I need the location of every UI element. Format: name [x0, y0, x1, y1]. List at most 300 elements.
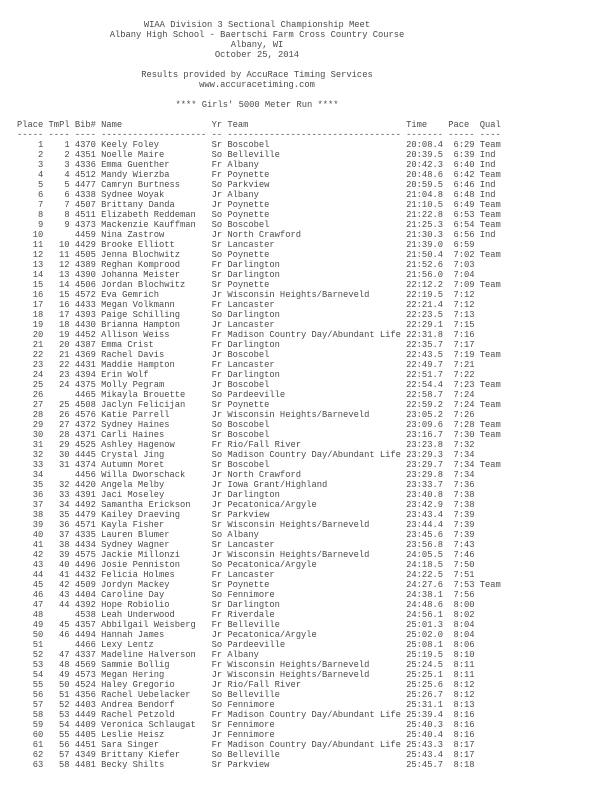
venue: Albany High School - Baertschi Farm Cross Country Course [109, 30, 405, 40]
cell-bib: 4434 [74, 540, 96, 550]
cell-qual: Ind [479, 180, 496, 190]
cell-team: Pecatonica/Argyle [227, 560, 317, 570]
cell-name: Leah Underwood [101, 610, 175, 620]
cell-year: Jr [211, 630, 223, 640]
cell-pace: 7:16 [453, 330, 475, 340]
cell-team-place: 38 [59, 540, 70, 550]
cell-pace: 8:11 [453, 660, 475, 670]
cell-bib: 4509 [74, 580, 96, 590]
cell-name: Leslie Heisz [101, 730, 165, 740]
cell-team: Albany [227, 650, 259, 660]
cell-bib: 4391 [74, 490, 96, 500]
cell-year: So [211, 210, 223, 220]
cell-pace: 7:13 [453, 310, 475, 320]
cell-time: 25:02.0 [406, 630, 443, 640]
cell-year: Fr [211, 740, 223, 750]
cell-time: 23:09.6 [406, 420, 443, 430]
cell-year: So [211, 220, 223, 230]
cell-name: Willa Dworschack [101, 470, 186, 480]
cell-pace: 6:48 [453, 190, 475, 200]
cell-time: 20:08.4 [406, 140, 443, 150]
column-rule [17, 130, 501, 140]
table-row [17, 610, 501, 620]
cell-bib: 4511 [74, 210, 96, 220]
table-row [17, 250, 501, 260]
table-row [17, 330, 501, 340]
cell-time: 25:26.7 [406, 690, 443, 700]
cell-team: Lancaster [227, 360, 275, 370]
column-header-row [17, 120, 501, 130]
cell-name: Emma Crist [101, 340, 154, 350]
cell-team: Boscobel [227, 460, 270, 470]
header-pace: Pace [448, 120, 470, 130]
results-table [17, 140, 501, 770]
cell-name: Eva Gemrich [101, 290, 159, 300]
cell-team-place: 12 [59, 260, 70, 270]
table-row [17, 420, 501, 430]
cell-name: Sydnee Woyak [101, 190, 165, 200]
cell-place: 57 [32, 700, 44, 710]
cell-bib: 4492 [74, 500, 96, 510]
cell-place: 12 [32, 250, 44, 260]
cell-team-place: 44 [59, 600, 70, 610]
cell-time: 21:22.8 [406, 210, 443, 220]
cell-bib: 4524 [74, 680, 96, 690]
cell-place: 48 [32, 610, 44, 620]
cell-name: Veronica Schlaugat [101, 720, 196, 730]
cell-pace: 6:49 [453, 200, 475, 210]
cell-pace: 7:34 [453, 460, 475, 470]
cell-pace: 8:17 [453, 750, 475, 760]
cell-team: Poynette [227, 170, 270, 180]
cell-place: 31 [32, 440, 44, 450]
cell-place: 19 [32, 320, 44, 330]
cell-team-place: 46 [59, 630, 70, 640]
cell-place: 5 [38, 180, 44, 190]
cell-time: 22:31.8 [406, 330, 443, 340]
cell-team: Poynette [227, 280, 270, 290]
cell-team: Lancaster [227, 540, 275, 550]
cell-bib: 4369 [74, 350, 96, 360]
cell-team: Madison Country Day/Abundant Life [227, 330, 401, 340]
cell-year: Sr [211, 400, 223, 410]
table-row [17, 620, 501, 630]
cell-time: 22:23.5 [406, 310, 443, 320]
cell-team: Wisconsin Heights/Barneveld [227, 290, 370, 300]
cell-year: So [211, 150, 223, 160]
cell-time: 21:56.0 [406, 270, 443, 280]
cell-name: Molly Pegram [101, 380, 165, 390]
spacer [17, 90, 501, 100]
cell-year: Jr [211, 410, 223, 420]
cell-name: Josie Penniston [101, 560, 181, 570]
cell-name: Rachel Petzold [101, 710, 175, 720]
cell-team: Lancaster [227, 240, 275, 250]
cell-year: Jr [211, 500, 223, 510]
cell-place: 58 [32, 710, 44, 720]
cell-qual: Team [479, 210, 501, 220]
cell-bib: 4394 [74, 370, 96, 380]
cell-year: Sr [211, 720, 223, 730]
cell-team-place: 35 [59, 510, 70, 520]
cell-pace: 7:53 [453, 580, 475, 590]
cell-name: Sammie Bollig [101, 660, 170, 670]
cell-name: Nina Zastrow [101, 230, 165, 240]
cell-team-place: 33 [59, 490, 70, 500]
cell-year: Jr [211, 200, 223, 210]
cell-team: Belleville [227, 620, 280, 630]
cell-time: 22:19.5 [406, 290, 443, 300]
cell-year: So [211, 450, 223, 460]
cell-year: So [211, 750, 223, 760]
cell-time: 24:38.1 [406, 590, 443, 600]
cell-place: 22 [32, 350, 44, 360]
cell-time: 22:59.2 [406, 400, 443, 410]
cell-name: Mackenzie Kauffman [101, 220, 196, 230]
cell-bib: 4389 [74, 260, 96, 270]
cell-year: Sr [211, 240, 223, 250]
cell-year: Jr [211, 490, 223, 500]
cell-name: Sydney Wagner [101, 540, 170, 550]
cell-bib: 4404 [74, 590, 96, 600]
cell-place: 25 [32, 380, 44, 390]
cell-team: Darlington [227, 370, 280, 380]
cell-bib: 4351 [74, 150, 96, 160]
cell-team-place: 6 [64, 190, 70, 200]
cell-qual: Team [479, 250, 501, 260]
cell-pace: 7:19 [453, 350, 475, 360]
cell-team-place: 48 [59, 660, 70, 670]
table-row [17, 520, 501, 530]
cell-time: 22:35.7 [406, 340, 443, 350]
cell-qual: Ind [479, 230, 496, 240]
cell-pace: 8:00 [453, 600, 475, 610]
table-row [17, 530, 501, 540]
cell-time: 25:43.4 [406, 750, 443, 760]
table-row [17, 760, 501, 770]
table-row [17, 180, 501, 190]
cell-pace: 7:26 [453, 410, 475, 420]
cell-team: Wisconsin Heights/Barneveld [227, 410, 370, 420]
provider: Results provided by AccuRace Timing Services [141, 70, 373, 80]
cell-team: Belleville [227, 690, 280, 700]
cell-team: Pecatonica/Argyle [227, 500, 317, 510]
header-time: Time [406, 120, 428, 130]
table-row [17, 400, 501, 410]
cell-pace: 8:02 [453, 610, 475, 620]
cell-place: 7 [38, 200, 44, 210]
cell-team-place: 24 [59, 380, 70, 390]
table-row [17, 480, 501, 490]
cell-name: Jaclyn Felicijan [101, 400, 186, 410]
table-row [17, 550, 501, 560]
cell-year: Fr [211, 660, 223, 670]
cell-name: Elizabeth Reddeman [101, 210, 196, 220]
cell-time: 24:22.5 [406, 570, 443, 580]
cell-place: 52 [32, 650, 44, 660]
cell-place: 55 [32, 680, 44, 690]
cell-name: Brittany Kiefer [101, 750, 181, 760]
cell-place: 43 [32, 560, 44, 570]
cell-team-place: 47 [59, 650, 70, 660]
cell-bib: 4374 [74, 460, 96, 470]
cell-year: Jr [211, 290, 223, 300]
cell-name: Andrea Bendorf [101, 700, 175, 710]
cell-qual: Team [479, 420, 501, 430]
cell-team: Boscobel [227, 420, 270, 430]
cell-bib: 4507 [74, 200, 96, 210]
cell-name: Carli Haines [101, 430, 165, 440]
cell-time: 21:04.8 [406, 190, 443, 200]
cell-year: So [211, 640, 223, 650]
cell-pace: 7:04 [453, 270, 475, 280]
table-row [17, 380, 501, 390]
cell-pace: 8:17 [453, 740, 475, 750]
cell-place: 51 [32, 640, 44, 650]
cell-team-place: 9 [64, 220, 70, 230]
cell-pace: 7:09 [453, 280, 475, 290]
cell-place: 8 [38, 210, 44, 220]
cell-name: Jordan Blochwitz [101, 280, 186, 290]
cell-pace: 7:50 [453, 560, 475, 570]
cell-team-place: 31 [59, 460, 70, 470]
cell-team: Parkview [227, 760, 270, 770]
cell-time: 23:16.7 [406, 430, 443, 440]
cell-team: Albany [227, 190, 259, 200]
cell-year: Jr [211, 320, 223, 330]
cell-pace: 8:18 [453, 760, 475, 770]
cell-name: Jaci Moseley [101, 490, 165, 500]
cell-time: 23:44.4 [406, 520, 443, 530]
cell-team-place: 5 [64, 180, 70, 190]
cell-team: Darlington [227, 490, 280, 500]
cell-time: 23:33.7 [406, 480, 443, 490]
cell-team-place: 41 [59, 570, 70, 580]
cell-bib: 4452 [74, 330, 96, 340]
cell-place: 2 [38, 150, 44, 160]
table-row [17, 600, 501, 610]
cell-name: Rachel Uebelacker [101, 690, 191, 700]
cell-team: Boscobel [227, 220, 270, 230]
cell-bib: 4445 [74, 450, 96, 460]
spacer [17, 60, 501, 70]
cell-name: Paige Schilling [101, 310, 181, 320]
cell-time: 25:45.7 [406, 760, 443, 770]
rule-place: ----- [17, 130, 44, 140]
header-team-place: TmPl [48, 120, 70, 130]
cell-year: Sr [211, 600, 223, 610]
cell-name: Keely Foley [101, 140, 159, 150]
cell-place: 60 [32, 730, 44, 740]
cell-place: 50 [32, 630, 44, 640]
table-row [17, 510, 501, 520]
table-row [17, 700, 501, 710]
cell-bib: 4571 [74, 520, 96, 530]
cell-team-place: 10 [59, 240, 70, 250]
cell-team-place: 7 [64, 200, 70, 210]
cell-team: North Crawford [227, 230, 301, 240]
cell-team: Fennimore [227, 700, 275, 710]
cell-bib: 4372 [74, 420, 96, 430]
table-row [17, 710, 501, 720]
cell-pace: 7:39 [453, 510, 475, 520]
table-row [17, 430, 501, 440]
cell-bib: 4356 [74, 690, 96, 700]
cell-time: 20:42.3 [406, 160, 443, 170]
cell-place: 9 [38, 220, 44, 230]
table-row [17, 740, 501, 750]
rule-team-place: ---- [48, 130, 70, 140]
cell-team-place: 28 [59, 430, 70, 440]
cell-team: Darlington [227, 600, 280, 610]
cell-bib: 4456 [74, 470, 96, 480]
cell-pace: 8:10 [453, 650, 475, 660]
table-row [17, 300, 501, 310]
cell-place: 53 [32, 660, 44, 670]
cell-place: 23 [32, 360, 44, 370]
cell-team: Pardeeville [227, 390, 286, 400]
table-row [17, 360, 501, 370]
cell-name: Maddie Hampton [101, 360, 175, 370]
table-row [17, 640, 501, 650]
cell-place: 18 [32, 310, 44, 320]
table-row [17, 750, 501, 760]
cell-pace: 7:36 [453, 480, 475, 490]
website: www.accuracetiming.com [199, 80, 315, 90]
cell-place: 40 [32, 530, 44, 540]
cell-pace: 7:30 [453, 430, 475, 440]
cell-team-place: 19 [59, 330, 70, 340]
cell-time: 25:24.5 [406, 660, 443, 670]
cell-team: Poynette [227, 200, 270, 210]
cell-pace: 7:24 [453, 390, 475, 400]
cell-team-place: 15 [59, 290, 70, 300]
cell-time: 25:43.3 [406, 740, 443, 750]
cell-qual: Ind [479, 190, 496, 200]
cell-team-place: 13 [59, 270, 70, 280]
cell-pace: 7:32 [453, 440, 475, 450]
cell-qual: Team [479, 170, 501, 180]
cell-bib: 4505 [74, 250, 96, 260]
location: Albany, WI [230, 40, 284, 50]
cell-time: 23:45.6 [406, 530, 443, 540]
results-document [17, 20, 501, 770]
cell-year: Jr [211, 350, 223, 360]
cell-team-place: 56 [59, 740, 70, 750]
cell-name: Johanna Meister [101, 270, 181, 280]
cell-name: Hope Robiolio [101, 600, 170, 610]
cell-time: 25:40.3 [406, 720, 443, 730]
cell-pace: 7:39 [453, 530, 475, 540]
cell-place: 45 [32, 580, 44, 590]
table-row [17, 150, 501, 160]
cell-place: 42 [32, 550, 44, 560]
cell-time: 24:05.5 [406, 550, 443, 560]
cell-time: 25:25.6 [406, 680, 443, 690]
cell-bib: 4405 [74, 730, 96, 740]
cell-team: Darlington [227, 310, 280, 320]
cell-bib: 4403 [74, 700, 96, 710]
cell-time: 23:29.3 [406, 450, 443, 460]
cell-time: 23:56.8 [406, 540, 443, 550]
cell-year: Jr [211, 190, 223, 200]
cell-team-place: 17 [59, 310, 70, 320]
cell-team-place: 16 [59, 300, 70, 310]
cell-name: Lauren Blumer [101, 530, 170, 540]
rule-bib: ---- [74, 130, 96, 140]
table-row [17, 440, 501, 450]
cell-place: 63 [32, 760, 44, 770]
cell-team-place: 29 [59, 440, 70, 450]
cell-team: Fennimore [227, 730, 275, 740]
cell-team: Poynette [227, 400, 270, 410]
table-row [17, 290, 501, 300]
cell-team-place: 2 [64, 150, 70, 160]
cell-year: Jr [211, 380, 223, 390]
cell-pace: 7:38 [453, 490, 475, 500]
cell-team: Poynette [227, 210, 270, 220]
cell-place: 13 [32, 260, 44, 270]
cell-bib: 4392 [74, 600, 96, 610]
cell-bib: 4466 [74, 640, 96, 650]
cell-bib: 4431 [74, 360, 96, 370]
cell-time: 23:40.8 [406, 490, 443, 500]
cell-bib: 4572 [74, 290, 96, 300]
cell-pace: 7:56 [453, 590, 475, 600]
cell-pace: 6:39 [453, 150, 475, 160]
cell-place: 41 [32, 540, 44, 550]
cell-time: 25:19.5 [406, 650, 443, 660]
cell-team-place: 55 [59, 730, 70, 740]
cell-team-place: 57 [59, 750, 70, 760]
cell-name: Mandy Wierzba [101, 170, 170, 180]
rule-team: --------------------------------- [227, 130, 401, 140]
table-row [17, 280, 501, 290]
cell-year: Jr [211, 730, 223, 740]
cell-year: Fr [211, 160, 223, 170]
cell-year: Fr [211, 340, 223, 350]
cell-place: 36 [32, 490, 44, 500]
cell-pace: 8:16 [453, 710, 475, 720]
cell-team: Boscobel [227, 380, 270, 390]
cell-bib: 4508 [74, 400, 96, 410]
cell-name: Sydney Haines [101, 420, 170, 430]
cell-year: Sr [211, 580, 223, 590]
cell-qual: Team [479, 400, 501, 410]
cell-bib: 4336 [74, 160, 96, 170]
cell-team-place: 4 [64, 170, 70, 180]
cell-year: Fr [211, 370, 223, 380]
cell-year: Fr [211, 710, 223, 720]
table-row [17, 200, 501, 210]
cell-team: Boscobel [227, 350, 270, 360]
cell-team-place: 37 [59, 530, 70, 540]
cell-qual: Team [479, 580, 501, 590]
cell-name: Brooke Elliott [101, 240, 175, 250]
cell-team: Belleville [227, 750, 280, 760]
cell-team-place: 40 [59, 560, 70, 570]
cell-year: Sr [211, 540, 223, 550]
cell-bib: 4512 [74, 170, 96, 180]
table-row [17, 270, 501, 280]
cell-bib: 4393 [74, 310, 96, 320]
cell-time: 22:43.5 [406, 350, 443, 360]
cell-bib: 4479 [74, 510, 96, 520]
cell-time: 25:25.1 [406, 670, 443, 680]
cell-team: Wisconsin Heights/Barneveld [227, 520, 370, 530]
cell-year: So [211, 180, 223, 190]
cell-team: Albany [227, 160, 259, 170]
